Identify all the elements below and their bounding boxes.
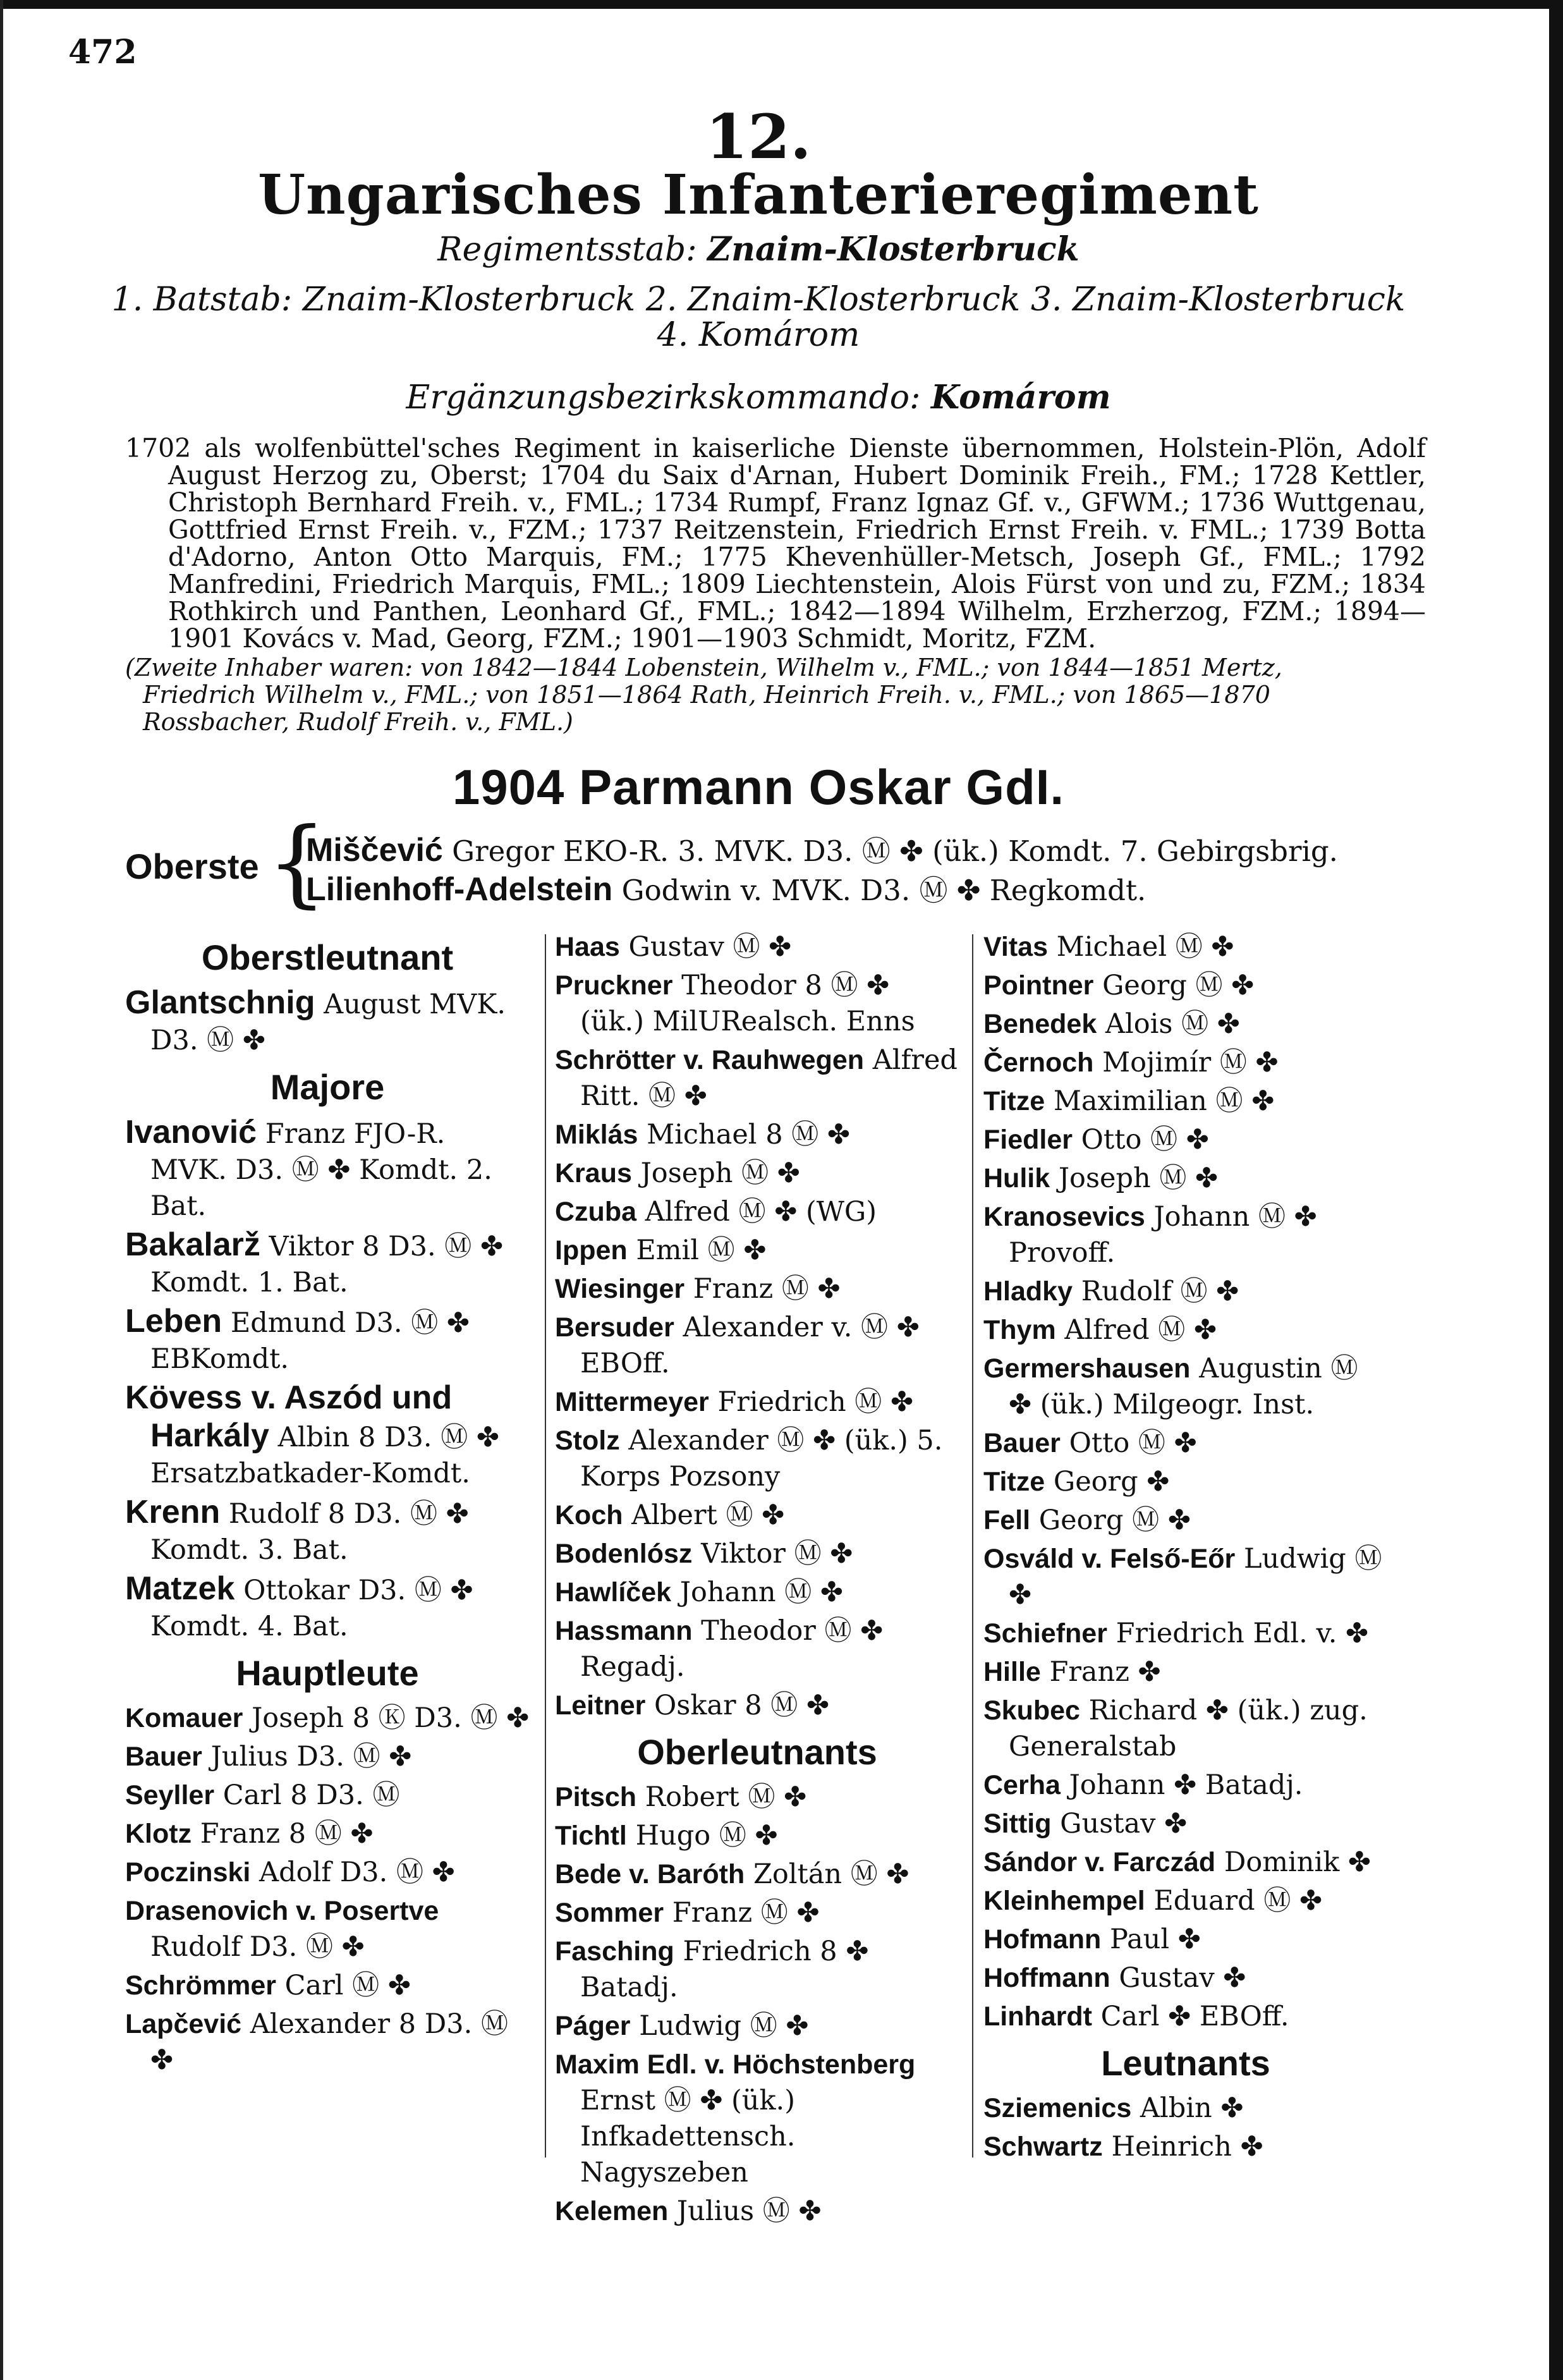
officer-name: Schiefner <box>983 1618 1107 1649</box>
officer-name: Matzek <box>125 1570 235 1607</box>
officer-details: Otto Ⓜ ✤ <box>1081 1124 1209 1156</box>
officer-entry <box>555 1194 959 1230</box>
regiment-owner: 1904 Parmann Oskar GdI. <box>452 759 1065 815</box>
officer-name: Osváld v. Felső-Eőr <box>983 1544 1236 1574</box>
officer-name: Lapčević <box>125 2009 242 2039</box>
officer-entry <box>125 1893 530 1965</box>
officer-details: Emil Ⓜ ✤ <box>636 1235 767 1266</box>
officer-details: Theodor Ⓜ ✤ Regadj. <box>580 1615 884 1683</box>
officer-name: Koch <box>555 1500 623 1530</box>
column-3 <box>983 929 1388 2168</box>
officer-details: Alfred Ⓜ ✤ <box>1064 1314 1217 1346</box>
officer-entry <box>983 1693 1388 1765</box>
officer-details: Friedrich Edl. v. ✤ <box>1116 1618 1369 1649</box>
officer-entry <box>983 1616 1388 1652</box>
officer-entry <box>555 929 959 965</box>
officer-name: Hawlíček <box>555 1577 672 1608</box>
section-heading: Hauptleute <box>236 1653 419 1693</box>
officer-entry <box>983 1312 1388 1348</box>
officer-name: Kleinhempel <box>983 1886 1145 1916</box>
officer-details: Alexander 8 D3. Ⓜ ✤ <box>150 2008 508 2076</box>
officer-name: Fiedler <box>983 1125 1073 1155</box>
officer-entry <box>555 1688 959 1724</box>
officer-details: Georg ✤ <box>1053 1466 1170 1498</box>
officer-entry <box>555 1779 959 1816</box>
officer-name: Kraus <box>555 1158 632 1188</box>
officer-entry <box>983 1425 1388 1462</box>
officer-entry <box>555 1895 959 1931</box>
officer-entry <box>125 2006 530 2078</box>
officer-details: Mojimír Ⓜ ✤ <box>1102 1047 1279 1078</box>
officer-name: Tichtl <box>555 1821 627 1851</box>
officer-entry <box>983 1845 1388 1881</box>
officer-name: Fasching <box>555 1936 674 1967</box>
officer-entry <box>125 1778 530 1814</box>
officer-entry <box>555 2194 959 2230</box>
officer-details: Gustav ✤ <box>1060 1808 1188 1840</box>
officer-name: Mittermeyer <box>555 1387 709 1417</box>
officer-name: Bakalarž <box>125 1226 260 1263</box>
officer-entry <box>125 985 530 1059</box>
page-left-border <box>0 0 3 2380</box>
officer-entry <box>983 1922 1388 1958</box>
officer-entry <box>125 1816 530 1852</box>
officer-details: Ludwig Ⓜ ✤ <box>1009 1543 1382 1611</box>
officer-name: Drasenovich v. Posertve <box>125 1896 439 1926</box>
officer-details: Carl 8 D3. Ⓜ <box>222 1779 400 1811</box>
officer-entry <box>555 1384 959 1420</box>
regimentsstab-line <box>0 230 1517 269</box>
officer-entry <box>555 1423 959 1495</box>
officer-name: Kövess v. Aszód und Harkály <box>125 1379 453 1454</box>
officer-details: Alexander v. Ⓜ ✤ EBOff. <box>580 1312 920 1379</box>
second-owners-note: (Zweite Inhaber waren: von 1842—1844 Lobenstein, Wilhelm v., FML.; von 1844—1851 Mertz, Friedrich Wilhelm v., FML.; von 1851—1864 Rath, Heinrich Freih. v., FML.; von 1865—1870 Rossbacher, Rudolf Freih. v., FML.) <box>125 654 1282 736</box>
oberste-brace: { <box>267 808 327 918</box>
officer-name: Vitas <box>983 932 1048 962</box>
officer-name: Sziemenics <box>983 2093 1132 2123</box>
officer-name: Hassmann <box>555 1616 693 1646</box>
officer-details: Friedrich Ⓜ ✤ <box>717 1386 914 1418</box>
officer-entry <box>983 1122 1388 1158</box>
officer-entry <box>125 1380 530 1492</box>
erganzung-value: Komárom <box>931 378 1111 417</box>
officer-name: Fell <box>983 1505 1031 1535</box>
officer-name: Czuba <box>555 1197 636 1227</box>
oberst-entry <box>306 867 1146 908</box>
officer-details: Ottokar D3. Ⓜ ✤ Komdt. 4. Bat. <box>150 1575 473 1642</box>
officer-entry <box>983 1045 1388 1081</box>
officer-name: Pointner <box>983 970 1094 1001</box>
officer-name: Ippen <box>555 1235 628 1266</box>
page-number: 472 <box>68 33 137 71</box>
officer-entry <box>983 2129 1388 2165</box>
officer-details: Paul ✤ <box>1110 1924 1201 1955</box>
officer-name: Schrötter v. Rauhwegen <box>555 1045 865 1075</box>
officer-details: Richard ✤ (ük.) zug. Generalstab <box>1009 1695 1368 1762</box>
officer-entry <box>555 968 959 1040</box>
officer-details: Theodor 8 Ⓜ ✤ (ük.) MilURealsch. Enns <box>580 970 915 1037</box>
officer-details: Zoltán Ⓜ ✤ <box>753 1858 909 1890</box>
officer-entry <box>555 1857 959 1893</box>
officer-entry <box>983 1767 1388 1803</box>
officer-name: Schrömmer <box>125 1970 276 2001</box>
officer-details: Maximilian Ⓜ ✤ <box>1053 1085 1275 1117</box>
officer-name: Krenn <box>125 1494 221 1530</box>
officer-entry <box>555 1818 959 1854</box>
officer-name: Pitsch <box>555 1782 637 1812</box>
officer-details: Eduard Ⓜ ✤ <box>1153 1885 1323 1917</box>
section-heading: Oberstleutnant <box>201 937 454 977</box>
column-2 <box>555 929 959 2232</box>
officer-details: Heinrich ✤ <box>1111 2131 1263 2163</box>
section-heading: Majore <box>270 1067 385 1107</box>
officer-name: Stolz <box>555 1425 620 1456</box>
officer-name: Bodenlósz <box>555 1539 693 1569</box>
officer-name: Hulik <box>983 1163 1050 1193</box>
officer-details: Alexander Ⓜ ✤ (ük.) 5. Korps Pozsony <box>580 1425 943 1492</box>
officer-entry <box>983 929 1388 965</box>
officer-entry <box>555 2047 959 2191</box>
oberst-entry <box>306 828 1338 869</box>
officer-entry <box>983 1161 1388 1197</box>
officer-entry <box>125 1739 530 1775</box>
page-right-border <box>1549 0 1563 2380</box>
officer-details: Johann ✤ Batadj. <box>1069 1769 1303 1801</box>
officer-details: Friedrich 8 ✤ Batadj. <box>580 1936 869 2003</box>
officer-name: Haas <box>555 932 620 962</box>
column-divider <box>972 934 973 2157</box>
officer-details: Franz Ⓜ ✤ <box>693 1273 841 1305</box>
officer-details: Michael 8 Ⓜ ✤ <box>647 1119 850 1150</box>
officer-name: Hoffmann <box>983 1963 1110 1993</box>
officer-entry <box>983 1351 1388 1423</box>
officer-name: Kelemen <box>555 2196 669 2226</box>
officer-entry <box>983 2090 1388 2127</box>
officer-entry <box>983 1199 1388 1271</box>
regimentsstab-value: Znaim-Klosterbruck <box>707 230 1080 269</box>
officer-details: August MVK. D3. Ⓜ ✤ <box>150 989 506 1056</box>
officer-name: Bersuder <box>555 1312 674 1343</box>
officer-entry <box>125 1494 530 1568</box>
officer-entry <box>555 1575 959 1611</box>
officer-name: Bauer <box>983 1428 1061 1458</box>
officer-entry <box>983 968 1388 1004</box>
officer-name: Glantschnig <box>125 984 315 1021</box>
officer-name: Schwartz <box>983 2132 1103 2162</box>
officer-name: Komauer <box>125 1703 243 1733</box>
officer-name: Poczinski <box>125 1857 251 1888</box>
section-heading: Leutnants <box>1101 2043 1270 2083</box>
officer-details: Carl Ⓜ ✤ <box>284 1970 411 2001</box>
officer-details: Rudolf 8 D3. Ⓜ ✤ Komdt. 3. Bat. <box>150 1498 469 1566</box>
officer-details: Franz FJO-R. MVK. D3. Ⓜ ✤ Komdt. 2. Bat. <box>150 1118 492 1222</box>
officer-details: Robert Ⓜ ✤ <box>645 1781 807 1813</box>
officer-entry <box>983 1503 1388 1539</box>
officer-name: Leitner <box>555 1690 646 1721</box>
officer-details: Albin 8 D3. Ⓜ ✤ Ersatzbatkader-Komdt. <box>150 1422 499 1489</box>
officer-name: Hladky <box>983 1276 1073 1307</box>
officer-details: Joseph Ⓜ ✤ <box>1058 1163 1219 1194</box>
officer-details: Gustav Ⓜ ✤ <box>628 931 792 963</box>
batstab-line-2: 4. Komárom <box>657 316 860 354</box>
officer-entry <box>983 1883 1388 1919</box>
officer-entry <box>555 1156 959 1192</box>
officer-entry <box>125 1227 530 1301</box>
officer-details: Rudolf Ⓜ ✤ <box>1081 1276 1239 1307</box>
officer-details: Michael Ⓜ ✤ <box>1056 931 1234 963</box>
regiment-number: 12. <box>705 101 812 173</box>
officer-name: Černoch <box>983 1047 1094 1078</box>
oberst-details: Godwin v. MVK. D3. Ⓜ ✤ Regkomdt. <box>621 874 1146 907</box>
officer-details: Johann Ⓜ ✤ <box>679 1577 843 1608</box>
page-top-border <box>0 0 1563 9</box>
officer-name: Klotz <box>125 1819 192 1849</box>
officer-details: Julius D3. Ⓜ ✤ <box>210 1741 412 1773</box>
officer-details: Johann Ⓜ ✤ Provoff. <box>1009 1201 1317 1269</box>
erganzung-line <box>0 378 1517 417</box>
officer-name: Titze <box>983 1086 1045 1116</box>
officer-entry <box>555 1117 959 1153</box>
officer-details: Joseph 8 Ⓚ D3. Ⓜ ✤ <box>252 1702 530 1734</box>
officer-details: Otto Ⓜ ✤ <box>1069 1427 1197 1459</box>
officer-entry <box>983 1006 1388 1042</box>
officer-entry <box>125 1700 530 1736</box>
officer-entry <box>983 1960 1388 1996</box>
column-1 <box>125 929 530 2081</box>
officer-name: Skubec <box>983 1695 1080 1726</box>
oberst-details: Gregor EKO-R. 3. MVK. D3. Ⓜ ✤ (ük.) Komdt. 7. Gebirgsbrig. <box>452 834 1338 868</box>
officer-name: Leben <box>125 1303 222 1340</box>
officer-name: Linhardt <box>983 2001 1092 2032</box>
officer-details: Viktor Ⓜ ✤ <box>701 1538 853 1570</box>
officer-entry <box>983 1654 1388 1690</box>
regimentsstab-label: Regimentsstab: <box>437 231 697 269</box>
officer-details: Alfred Ritt. Ⓜ ✤ <box>580 1044 958 1112</box>
officer-name: Seyller <box>125 1780 215 1810</box>
officer-name: Wiesinger <box>555 1274 685 1304</box>
officer-entry <box>555 1934 959 2006</box>
officer-name: Cerha <box>983 1770 1061 1800</box>
officer-details: Franz 8 Ⓜ ✤ <box>200 1818 374 1850</box>
officer-entry <box>555 1042 959 1114</box>
officer-entry <box>555 1536 959 1572</box>
officer-details: Ernst Ⓜ ✤ (ük.) Infkadettensch. Nagyszeben <box>580 2085 796 2188</box>
officer-details: Viktor 8 D3. Ⓜ ✤ Komdt. 1. Bat. <box>150 1231 503 1298</box>
oberst-name: Miščević <box>306 832 443 869</box>
officer-entry <box>125 1303 530 1377</box>
officer-entry <box>983 1999 1388 2035</box>
officer-name: Kranosevics <box>983 1202 1145 1232</box>
officer-entry <box>555 1498 959 1534</box>
officer-name: Thym <box>983 1315 1056 1345</box>
officer-details: Alfred Ⓜ ✤ (WG) <box>645 1196 877 1228</box>
officer-entry <box>555 1233 959 1269</box>
column-divider <box>545 934 546 2157</box>
officer-name: Sándor v. Farczád <box>983 1847 1216 1877</box>
officer-entry <box>555 2008 959 2044</box>
officer-details: Edmund D3. Ⓜ ✤ EBKomdt. <box>150 1307 470 1375</box>
officer-name: Miklás <box>555 1120 638 1150</box>
officer-entry <box>983 1083 1388 1120</box>
officer-details: Gustav ✤ <box>1119 1962 1246 1994</box>
officer-details: Adolf D3. Ⓜ ✤ <box>259 1857 455 1888</box>
officer-details: Augustin Ⓜ ✤ (ük.) Milgeogr. Inst. <box>1009 1353 1358 1420</box>
officer-name: Sittig <box>983 1809 1052 1839</box>
erganzung-label: Ergänzungsbezirkskommando: <box>406 379 921 417</box>
officer-entry <box>555 1613 959 1685</box>
officer-details: Georg Ⓜ ✤ <box>1102 970 1255 1001</box>
officer-name: Sommer <box>555 1898 664 1928</box>
officer-name: Páger <box>555 2011 631 2041</box>
officer-details: Julius Ⓜ ✤ <box>676 2195 822 2227</box>
officer-details: Georg Ⓜ ✤ <box>1038 1504 1191 1536</box>
officer-details: Joseph Ⓜ ✤ <box>640 1157 800 1189</box>
officer-name: Bauer <box>125 1742 202 1772</box>
officer-name: Bede v. Baróth <box>555 1859 745 1889</box>
regiment-title: Ungarisches Infanterieregiment <box>258 163 1259 227</box>
regiment-history: 1702 als wolfenbüttel'sches Regiment in kaiserliche Dienste übernommen, Holstein-Plön, Adolf August Herzog zu, Oberst; 1704 du Saix d'Arnan, Hubert Dominik Freih., FM.; 1728 Kettler, Christoph Bernhard Freih. v., FML.; 1734 Rumpf, Franz Ignaz Gf. v., GFWM.; 1736 Wuttgenau, Gottfried Ernst Freih. v., FZM.; 1737 Reitzenstein, Friedrich Ernst Freih. v. FML.; 1739 Botta d'Adorno, Anton Otto Marquis, FM.; 1775 Khevenhüller-Metsch, Joseph Gf., FML.; 1792 Manfredini, Friedrich Marquis, FML.; 1809 Liechtenstein, Alois Fürst von und zu, FZM.; 1834 Rothkirch und Panthen, Leonhard Gf., FML.; 1842—1894 Wilhelm, Erzherzog, FZM.; 1894—1901 Kovács v. Mad, Georg, FZM.; 1901—1903 Schmidt, Moritz, FZM. <box>125 433 1426 654</box>
officer-entry <box>983 1464 1388 1500</box>
officer-details: Carl ✤ EBOff. <box>1100 2001 1289 2032</box>
officer-entry <box>983 1274 1388 1310</box>
oberste-label: Oberste <box>125 846 259 886</box>
officer-details: Franz ✤ <box>1049 1656 1161 1688</box>
section-heading: Oberleutnants <box>637 1732 877 1772</box>
officer-details: Alois Ⓜ ✤ <box>1105 1008 1240 1040</box>
officer-entry <box>983 1806 1388 1842</box>
officer-details: Dominik ✤ <box>1224 1846 1371 1878</box>
officer-entry <box>983 1541 1388 1613</box>
officer-name: Pruckner <box>555 970 673 1001</box>
officer-entry <box>125 1855 530 1891</box>
officer-entry <box>125 1968 530 2004</box>
batstab-line: 1. Batstab: Znaim-Klosterbruck 2. Znaim-Klosterbruck 3. Znaim-Klosterbruck <box>111 281 1406 319</box>
officer-name: Hille <box>983 1657 1041 1687</box>
oberst-name: Lilienhoff-Adelstein <box>306 871 613 908</box>
officer-details: Oskar 8 Ⓜ ✤ <box>654 1690 830 1721</box>
officer-details: Hugo Ⓜ ✤ <box>635 1820 778 1852</box>
officer-name: Benedek <box>983 1009 1097 1039</box>
officer-entry <box>125 1571 530 1645</box>
officer-details: Rudolf D3. Ⓜ ✤ <box>150 1931 365 1963</box>
officer-entry <box>125 1114 530 1224</box>
officer-entry <box>555 1271 959 1307</box>
officer-details: Albert Ⓜ ✤ <box>631 1499 785 1531</box>
officer-name: Ivanović <box>125 1114 257 1150</box>
officer-details: Franz Ⓜ ✤ <box>672 1897 820 1929</box>
officer-name: Titze <box>983 1467 1045 1497</box>
officer-name: Maxim Edl. v. Höchstenberg <box>555 2049 916 2080</box>
officer-name: Hofmann <box>983 1924 1102 1955</box>
officer-details: Ludwig Ⓜ ✤ <box>639 2010 809 2042</box>
officer-name: Germershausen <box>983 1353 1191 1384</box>
officer-entry <box>555 1310 959 1382</box>
officer-details: Albin ✤ <box>1140 2092 1244 2124</box>
